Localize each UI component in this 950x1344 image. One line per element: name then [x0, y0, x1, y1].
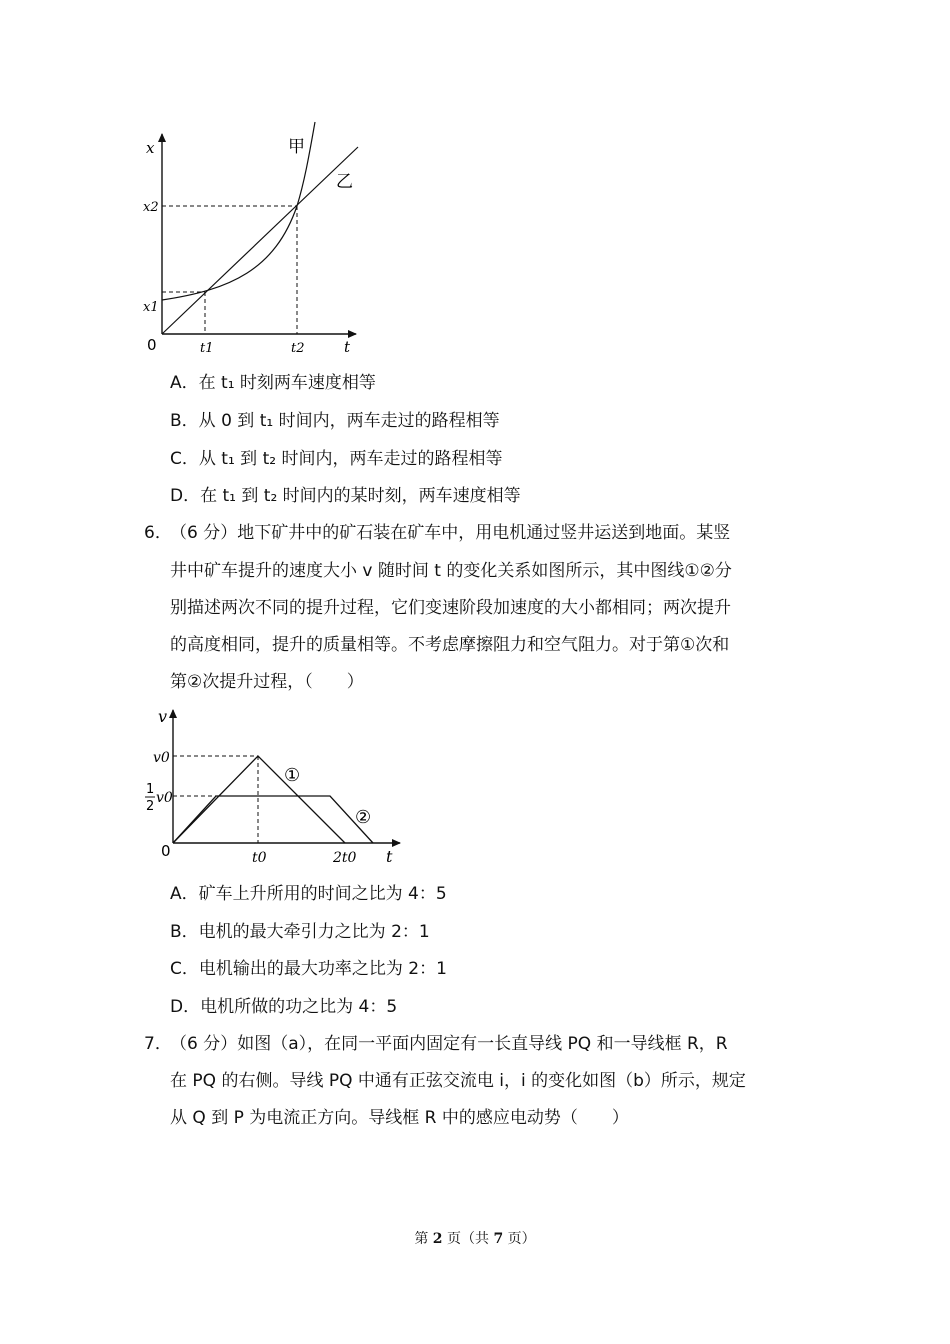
- q6-stem-line: 别描述两次不同的提升过程，它们变速阶段加速度的大小都相同；两次提升: [170, 598, 731, 618]
- v-axis-label: v: [158, 707, 168, 726]
- q5-option-a: [170, 372, 376, 394]
- t-axis-label: t: [386, 847, 393, 866]
- tick-t2: t2: [291, 341, 305, 356]
- q6-number: 6．: [144, 523, 172, 543]
- footer-total-pages: 7: [493, 1231, 504, 1247]
- q6-stem-line: 第②次提升过程，（ ）: [170, 672, 364, 692]
- q7-stem-line: 在 PQ 的右侧。导线 PQ 中通有正弦交流电 i，i 的变化如图（b）所示，规定: [170, 1071, 746, 1091]
- tick-t0: t0: [252, 850, 267, 866]
- q5-option-d: [170, 485, 521, 507]
- tick-x1: x1: [143, 300, 159, 315]
- q6-stem-line: 的高度相同，提升的质量相等。不考虑摩擦阻力和空气阻力。对于第①次和: [170, 635, 730, 655]
- curve-label-1: ①: [284, 765, 301, 786]
- q6-stem-line: （6 分）地下矿井中的矿石装在矿车中，用电机通过竖井运送到地面。某竖: [170, 523, 731, 543]
- tick-v0: v0: [153, 750, 170, 766]
- q5-option-a-letter: A．: [170, 373, 199, 393]
- y-axis-label: x: [146, 139, 155, 157]
- q5-option-b: [170, 410, 500, 432]
- x-axis-label: t: [344, 338, 351, 356]
- tick-half-denominator: 2: [146, 799, 155, 814]
- curve-1: [173, 756, 345, 843]
- q5-option-a-text: 在 t₁ 时刻两车速度相等: [198, 373, 376, 393]
- tick-half-numerator: 1: [146, 782, 155, 797]
- q6-option-b: [170, 921, 430, 943]
- q6-option-d-letter: D．: [170, 997, 201, 1017]
- q5-option-d-text: 在 t₁ 到 t₂ 时间内的某时刻，两车速度相等: [200, 486, 521, 506]
- v-t-graph: [140, 704, 410, 869]
- q6-option-a-letter: A．: [170, 884, 199, 904]
- q5-option-b-text: 从 0 到 t₁ 时间内，两车走过的路程相等: [198, 411, 500, 431]
- curve-2: [173, 796, 373, 843]
- tick-half-v0: v0: [156, 790, 173, 806]
- q7-stem-line: 从 Q 到 P 为电流正方向。导线框 R 中的感应电动势（ ）: [170, 1108, 629, 1128]
- tick-2t0: 2t0: [333, 850, 357, 866]
- q6-option-b-text: 电机的最大牵引力之比为 2：1: [198, 922, 430, 942]
- q5-option-d-letter: D．: [170, 486, 201, 506]
- footer-suffix: 页）: [503, 1231, 536, 1247]
- origin-label: 0: [147, 336, 157, 354]
- x-t-graph: [140, 118, 380, 368]
- q5-option-c-text: 从 t₁ 到 t₂ 时间内，两车走过的路程相等: [198, 449, 503, 469]
- q6-option-c: [170, 958, 447, 980]
- footer-middle: 页（共: [442, 1231, 494, 1247]
- q6-option-a-text: 矿车上升所用的时间之比为 4：5: [198, 884, 447, 904]
- page-footer: [0, 1228, 950, 1248]
- q6-stem-line: 井中矿车提升的速度大小 v 随时间 t 的变化关系如图所示，其中图线①②分: [170, 561, 732, 581]
- curve-yi-line: [162, 147, 358, 334]
- q7-stem-line: （6 分）如图（a），在同一平面内固定有一长直导线 PQ 和一导线框 R，R: [170, 1034, 728, 1054]
- q6-option-d-text: 电机所做的功之比为 4：5: [200, 997, 398, 1017]
- q6-option-d: [170, 996, 397, 1018]
- origin-label: 0: [161, 842, 171, 860]
- q5-option-c: [170, 448, 502, 470]
- curve-label-2: ②: [355, 807, 372, 828]
- curve-label-yi: 乙: [336, 172, 353, 192]
- q6-option-c-letter: C．: [170, 959, 199, 979]
- tick-t1: t1: [200, 341, 214, 356]
- q5-option-c-letter: C．: [170, 449, 199, 469]
- tick-x2: x2: [143, 200, 159, 215]
- q6-option-b-letter: B．: [170, 922, 199, 942]
- q7-number: 7．: [144, 1034, 172, 1054]
- footer-prefix: 第: [414, 1231, 433, 1247]
- q5-option-b-letter: B．: [170, 411, 199, 431]
- curve-label-jia: 甲: [288, 137, 305, 157]
- q6-option-c-text: 电机输出的最大功率之比为 2：1: [198, 959, 447, 979]
- footer-page-number: 2: [432, 1231, 443, 1247]
- q6-option-a: [170, 883, 447, 905]
